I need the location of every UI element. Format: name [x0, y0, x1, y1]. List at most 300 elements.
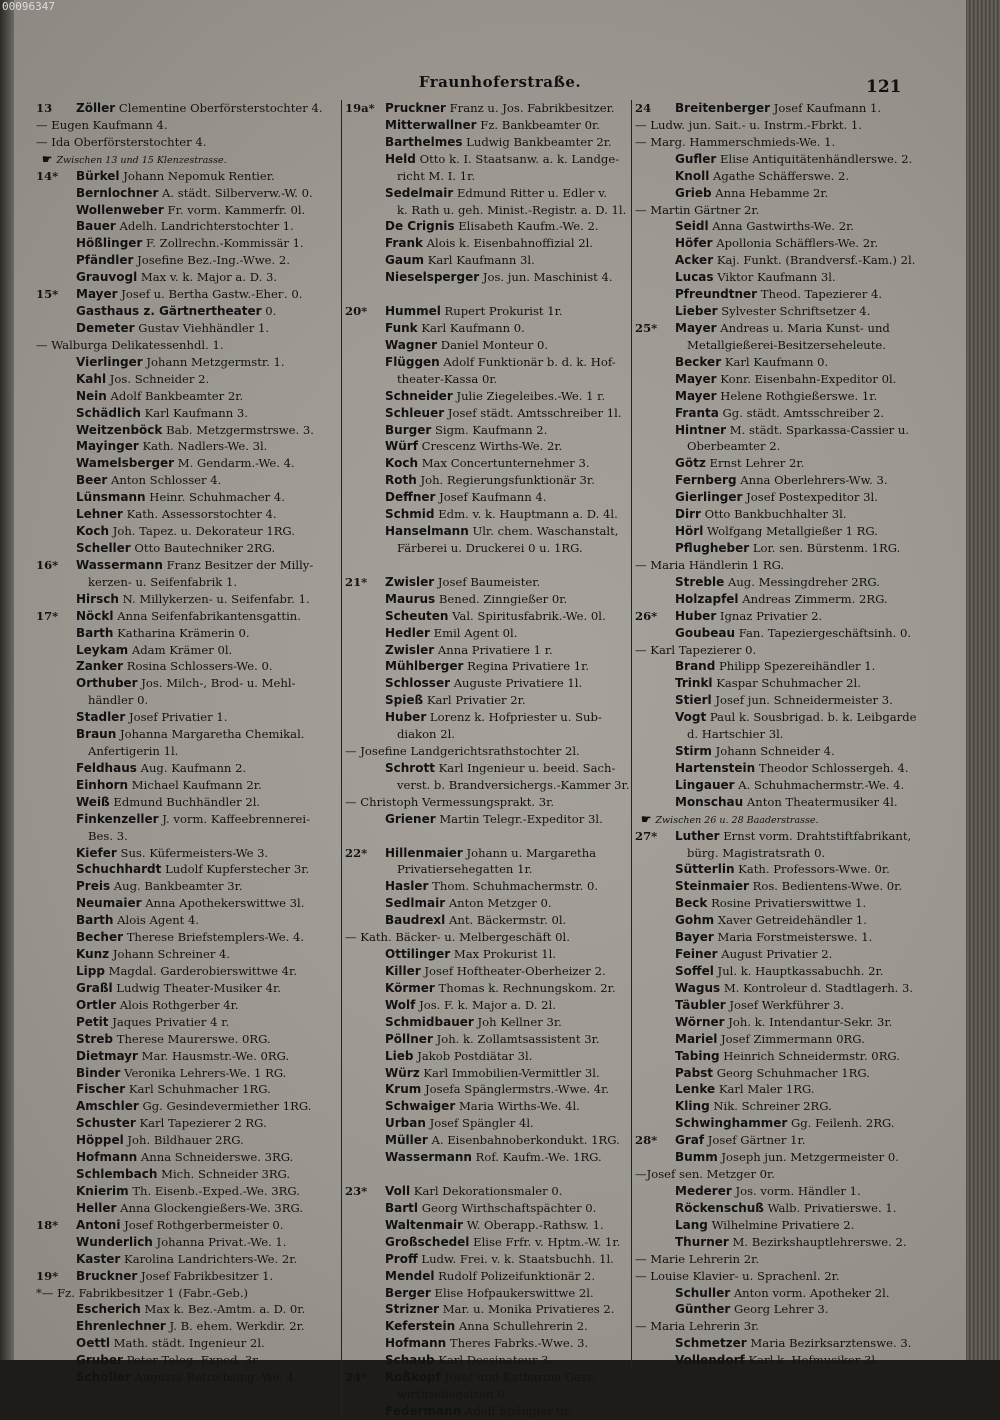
entry-details: — Christoph Vermessungsprakt. 3r.: [345, 794, 555, 809]
page-edge-stack: [966, 0, 1000, 1360]
surname: Schuller: [675, 1285, 731, 1300]
entry-details: Jakob Postdiätar 3l.: [417, 1048, 533, 1063]
entry-details: Augusta Betriebsing.-We. 4.: [134, 1370, 298, 1385]
directory-entry: [36, 202, 334, 219]
surname: Dirr: [675, 507, 701, 522]
directory-entry: [36, 1081, 334, 1098]
surname: Escherich: [76, 1302, 141, 1317]
directory-entry: [36, 929, 334, 946]
surname: Lipp: [76, 964, 105, 979]
surname: Lehner: [76, 507, 123, 522]
directory-entry: [635, 252, 924, 269]
page-number: 121: [866, 77, 902, 97]
entry-details: Adolf Bankbeamter 2r.: [110, 388, 244, 403]
entry-details: Kath. Assessorstochter 4.: [126, 507, 277, 522]
surname: Kahl: [76, 371, 107, 386]
directory-entry: [635, 371, 924, 388]
surname: Höfer: [675, 236, 713, 251]
directory-entry: [635, 489, 924, 506]
directory-entry: [635, 354, 924, 371]
directory-entry: [36, 117, 334, 134]
entry-details: Maria Forstmeisterswe. 1.: [717, 930, 873, 945]
directory-entry: [635, 608, 924, 625]
surname: Holzapfel: [675, 591, 739, 606]
entry-details: — Josefine Landgerichtsrathstochter 2l.: [345, 744, 580, 759]
surname: Mitterwallner: [385, 117, 477, 132]
surname: Lieber: [675, 304, 718, 319]
entry-details: Max Concertunternehmer 3.: [421, 456, 590, 471]
surname: Ehrenlechner: [76, 1319, 166, 1334]
entry-details: richt M. I. 1r.: [397, 168, 476, 183]
entry-details: — Louise Klavier- u. Sprachenl. 2r.: [635, 1268, 840, 1283]
entry-details: Anna Seifenfabrikantensgattin.: [117, 608, 301, 623]
surname: Gufler: [675, 151, 717, 166]
entry-details: Josef Kaufmann 4.: [439, 490, 547, 505]
entry-details: Karl k. Hofmusiker 3l.: [748, 1353, 879, 1368]
entry-details: Fz. Bankbeamter 0r.: [480, 117, 600, 132]
directory-entry: [36, 1285, 334, 1302]
surname: Vollendorf: [675, 1353, 745, 1368]
directory-entry: [36, 675, 334, 692]
entry-details: Oberbeamter 2.: [687, 439, 781, 454]
house-number: 24: [635, 101, 652, 115]
house-number: 14*: [36, 168, 59, 183]
directory-entry: [635, 895, 924, 912]
entry-details: Johann Schneider 4.: [715, 744, 835, 759]
entry-details: — Maria Händlerin 1 RG.: [635, 557, 785, 572]
directory-entry: [635, 1335, 924, 1352]
entry-details: k. Rath u. geh. Minist.-Registr. a. D. 1l.: [397, 202, 627, 217]
directory-entry: [635, 134, 924, 151]
entry-details: Adam Krämer 0l.: [131, 642, 233, 657]
surname: Stadler: [76, 710, 126, 725]
directory-entry: [345, 438, 631, 455]
surname: Streb: [76, 1031, 114, 1046]
surname: Götz: [675, 456, 706, 471]
house-number: 18*: [36, 1217, 59, 1232]
surname: Amschler: [76, 1099, 139, 1114]
surname: Mayer: [675, 371, 717, 386]
directory-entry: [36, 506, 334, 523]
cross-street-note: [36, 151, 334, 168]
entry-details: — Ludw. jun. Sait.- u. Instrm.-Fbrkt. 1.: [635, 117, 862, 132]
entry-details: Fr. vorm. Kammerfr. 0l.: [167, 202, 306, 217]
surname: Barth: [76, 913, 114, 928]
surname: Einhorn: [76, 777, 129, 792]
surname: Hasler: [385, 879, 429, 894]
entry-details: Josef Gärtner 1r.: [707, 1133, 806, 1148]
surname: Graf: [675, 1133, 705, 1148]
surname: Knoll: [675, 168, 710, 183]
entry-details: Peter Teleg.-Exped. 3r.: [126, 1353, 261, 1368]
directory-entry: [635, 963, 924, 980]
entry-details: Val. Spiritusfabrik.-We. 0l.: [452, 608, 606, 623]
entry-continuation: [345, 371, 631, 388]
surname: Bauer: [76, 219, 116, 234]
entry-continuation: [345, 777, 631, 794]
surname: Hirsch: [76, 591, 119, 606]
directory-entry: [36, 591, 334, 608]
entry-details: Rupert Prokurist 1r.: [444, 304, 563, 319]
surname: Mariel: [675, 1031, 718, 1046]
house-number: 23*: [345, 1184, 368, 1198]
directory-entry: [36, 642, 334, 659]
house-number: 22*: [345, 845, 368, 860]
directory-entry: [345, 1048, 631, 1065]
surname: Zöller: [76, 101, 116, 115]
surname: Lenke: [675, 1082, 716, 1097]
surname: Strizner: [385, 1302, 439, 1317]
entry-details: Ludwig Bankbeamter 2r.: [466, 134, 612, 149]
entry-details: W. Oberapp.-Rathsw. 1.: [466, 1217, 604, 1232]
surname: Großschedel: [385, 1234, 470, 1249]
entry-details: Alois Agent 4.: [117, 913, 200, 928]
entry-details: Josef Postexpeditor 3l.: [746, 490, 878, 505]
entry-details: Elise Frfr. v. Hptm.-W. 1r.: [473, 1234, 621, 1249]
entry-details: Johann Schreiner 4.: [112, 947, 231, 962]
entry-details: Jos. F. k. Major a. D. 2l.: [419, 997, 556, 1012]
directory-entry: [345, 878, 631, 895]
directory-entry: [36, 1014, 334, 1031]
directory-entry: [345, 1251, 631, 1268]
house-number: 19*: [36, 1268, 59, 1283]
entry-details: Edm. v. k. Hauptmann a. D. 4l.: [438, 507, 618, 522]
surname: Koch: [385, 456, 418, 471]
entry-details: Johanna Margaretha Chemikal.: [119, 727, 305, 742]
entry-details: Anton Schlosser 4.: [111, 473, 222, 488]
surname: Pabst: [675, 1065, 714, 1080]
directory-entry: [635, 100, 924, 117]
entry-details: Therese Maurerswe. 0RG.: [116, 1031, 271, 1046]
surname: Barth: [76, 625, 114, 640]
entry-details: Anna Hebamme 2r.: [715, 185, 829, 200]
directory-entry: [345, 1183, 631, 1200]
surname: Luther: [675, 828, 720, 843]
entry-details: Andreas u. Maria Kunst- und: [720, 320, 890, 335]
surname: Seidl: [675, 219, 709, 234]
entry-details: Crescenz Wirths-We. 2r.: [421, 439, 563, 454]
surname: Lucas: [675, 270, 714, 285]
surname: Gasthaus z. Gärtnertheater: [76, 304, 262, 319]
block-gap: [345, 557, 631, 574]
entry-details: Josef Hoftheater-Oberheizer 2.: [424, 964, 606, 979]
entry-details: Heinr. Schuhmacher 4.: [149, 490, 285, 505]
surname: Schwinghammer: [675, 1116, 788, 1131]
surname: Maurus: [385, 591, 436, 606]
surname: Wunderlich: [76, 1234, 153, 1249]
entry-details: Ulr. chem. Waschanstalt,: [472, 524, 619, 539]
surname: Nein: [76, 388, 107, 403]
entry-details: Karl Immobilien-Vermittler 3l.: [423, 1065, 600, 1080]
directory-entry: [635, 523, 924, 540]
surname: Schmidbauer: [385, 1014, 474, 1029]
directory-entry: [36, 760, 334, 777]
directory-entry: [36, 1352, 334, 1369]
surname: Berger: [385, 1285, 431, 1300]
entry-details: Joh. Regierungsfunktionär 3r.: [420, 473, 595, 488]
house-number: 17*: [36, 608, 59, 623]
entry-details: Therese Briefstemplers-We. 4.: [126, 930, 305, 945]
surname: Funk: [385, 320, 418, 335]
directory-entry: [635, 1183, 924, 1200]
surname: Weitzenböck: [76, 422, 163, 437]
pointing-hand-icon: ☛: [641, 811, 656, 826]
entry-details: Magdal. Garderobierswittwe 4r.: [108, 964, 298, 979]
directory-entry: [635, 1014, 924, 1031]
surname: Krum: [385, 1082, 422, 1097]
directory-entry: [635, 540, 924, 557]
entry-details: Ignaz Privatier 2.: [719, 608, 823, 623]
surname: Lünsmann: [76, 490, 146, 505]
directory-entry: [635, 1234, 924, 1251]
entry-details: Ros. Bedientens-Wwe. 0r.: [752, 879, 903, 894]
directory-entry: [345, 591, 631, 608]
surname: Thurner: [675, 1234, 729, 1249]
entry-details: händler 0.: [88, 693, 149, 708]
entry-details: Josef städt. Amtsschreiber 1l.: [447, 405, 622, 420]
surname: Flüggen: [385, 354, 440, 369]
surname: Frank: [385, 236, 423, 251]
surname: Grauvogl: [76, 270, 138, 285]
entry-details: Gg. städt. Amtsschreiber 2.: [722, 405, 885, 420]
entry-details: Konr. Eisenbahn-Expeditor 0l.: [720, 371, 897, 386]
surname: Gohm: [675, 913, 715, 928]
surname: Mayer: [675, 388, 717, 403]
surname: Schöller: [76, 1370, 131, 1385]
surname: Zwisler: [385, 642, 435, 657]
directory-entry: [345, 1285, 631, 1302]
surname: Demeter: [76, 320, 135, 335]
entry-details: — Karl Tapezierer 0.: [635, 642, 757, 657]
surname: Täubler: [675, 997, 726, 1012]
directory-entry: [635, 303, 924, 320]
entry-details: Josef u. Bertha Gastw.-Ehег. 0.: [121, 287, 303, 302]
entry-details: Th. Eisenb.-Exped.-We. 3RG.: [132, 1184, 300, 1198]
entry-details: Fan. Tapeziergeschäftsinh. 0.: [738, 625, 912, 640]
surname: Pfändler: [76, 253, 134, 268]
surname: Wörner: [675, 1014, 725, 1029]
entry-details: bürg. Magistratsrath 0.: [687, 845, 826, 860]
entry-details: Karl Dessinateur 3.: [438, 1353, 553, 1368]
entry-details: — Eugen Kaufmann 4.: [36, 117, 168, 132]
entry-details: Philipp Spezereihändler 1.: [718, 659, 876, 674]
surname: Gruber: [76, 1353, 123, 1368]
surname: Steinmaier: [675, 879, 749, 894]
entry-details: Joseph jun. Metzgermeister 0.: [721, 1150, 899, 1165]
directory-entry: [36, 895, 334, 912]
entry-details: Viktor Kaufmann 3l.: [717, 270, 836, 285]
directory-entry: [36, 455, 334, 472]
directory-entry: [345, 388, 631, 405]
surname: Körmer: [385, 980, 435, 995]
entry-details: Regina Privatiere 1r.: [467, 659, 590, 674]
directory-entry: [36, 218, 334, 235]
directory-entry: [635, 218, 924, 235]
directory-entry: [345, 692, 631, 709]
surname: Bayer: [675, 930, 714, 945]
surname: Mayer: [76, 287, 118, 302]
directory-entry: [345, 963, 631, 980]
entry-details: Johann Metzgermstr. 1.: [146, 354, 285, 369]
entry-details: A. städt. Silberverw.-W. 0.: [162, 185, 313, 200]
directory-entry: [345, 1014, 631, 1031]
directory-entry: [36, 303, 334, 320]
surname: Zanker: [76, 659, 124, 674]
entry-details: Mar. Hausmstr.-We. 0RG.: [141, 1048, 290, 1063]
entry-details: Max k. Bez.-Amtm. a. D. 0r.: [144, 1302, 306, 1317]
directory-entry: [635, 861, 924, 878]
entry-details: Gustav Viehhändler 1.: [138, 320, 270, 335]
directory-entry: [36, 625, 334, 642]
entry-continuation: [345, 861, 631, 878]
directory-entry: [635, 912, 924, 929]
surname: Hößlinger: [76, 236, 143, 251]
surname: Oettl: [76, 1336, 110, 1351]
directory-entry: [635, 828, 924, 845]
entry-details: Emil Agent 0l.: [433, 625, 518, 640]
surname: Feiner: [675, 947, 718, 962]
entry-details: Apollonia Schäfflers-We. 2r.: [716, 236, 879, 251]
entry-details: Adolf Funktionär b. d. k. Hof-: [443, 354, 616, 369]
directory-entry: [36, 1369, 334, 1386]
entry-details: Karl Privatier 2r.: [426, 693, 526, 708]
entry-details: Wilhelmine Privatiere 2.: [711, 1217, 855, 1232]
directory-entry: [36, 1335, 334, 1352]
directory-entry: [635, 878, 924, 895]
entry-details: Joh. k. Intendantur-Sekr. 3r.: [728, 1014, 893, 1029]
surname: Waltenmair: [385, 1217, 464, 1232]
surname: Kaster: [76, 1251, 121, 1266]
entry-continuation: [345, 726, 631, 743]
entry-details: Anfertigerin 1l.: [88, 744, 179, 759]
surname: Pfreundtner: [675, 287, 758, 302]
surname: Schneider: [385, 388, 453, 403]
entry-details: Josef Spängler 4l.: [429, 1116, 534, 1131]
directory-entry: [635, 1318, 924, 1335]
entry-details: M. Bezirkshauptlehrerswe. 2.: [732, 1234, 907, 1249]
directory-entry: [635, 1031, 924, 1048]
directory-entry: [36, 286, 334, 303]
block-gap: [345, 828, 631, 845]
directory-entry: [635, 1285, 924, 1302]
entry-details: Josef Privatier 1.: [128, 710, 228, 725]
directory-entry: [36, 1149, 334, 1166]
entry-details: Josef Kaufmann 1.: [773, 101, 882, 115]
entry-details: Kath. Nadlers-We. 3l.: [142, 439, 268, 454]
surname: Würz: [385, 1065, 420, 1080]
directory-entry: [635, 1081, 924, 1098]
entry-continuation: [635, 845, 924, 862]
surname: Sedlmair: [385, 896, 446, 911]
surname: Schleuer: [385, 405, 445, 420]
directory-entry: [635, 202, 924, 219]
entry-details: Ernst Lehrer 2r.: [709, 456, 805, 471]
entry-details: Auguste Privatiere 1l.: [453, 676, 583, 691]
surname: Hillenmaier: [385, 845, 463, 860]
column-3: [631, 100, 924, 1369]
entry-details: Josef jun. Schneidermeister 3.: [715, 693, 893, 708]
directory-entry: [36, 252, 334, 269]
surname: Schmid: [385, 507, 435, 522]
directory-entry: [345, 151, 631, 168]
directory-entry: [345, 1200, 631, 1217]
directory-entry: [345, 1352, 631, 1369]
surname: Griener: [385, 811, 436, 826]
directory-entry: [635, 1048, 924, 1065]
entry-details: *— Fz. Fabrikbesitzer 1 (Fabr.-Geb.): [36, 1285, 249, 1300]
directory-entry: [635, 1115, 924, 1132]
directory-entry: [635, 151, 924, 168]
directory-entry: [36, 354, 334, 371]
surname: Preis: [76, 879, 111, 894]
entry-details: Gg. Feilenh. 2RG.: [791, 1116, 895, 1131]
entry-details: Elise Antiquitätenhändlerswe. 2.: [720, 151, 913, 166]
surname: Breitenberger: [675, 101, 771, 115]
surname: Müller: [385, 1133, 428, 1148]
entry-continuation: [36, 692, 334, 709]
cross-street-text: Zwischen 26 u. 28 Baaderstrasse.: [655, 814, 819, 826]
directory-entry: [36, 1132, 334, 1149]
surname: Hofmann: [385, 1336, 447, 1351]
entry-continuation: [345, 1386, 631, 1403]
surname: Vierlinger: [76, 354, 143, 369]
surname: Kunz: [76, 947, 110, 962]
directory-entry: [635, 168, 924, 185]
directory-entry: [345, 354, 631, 371]
directory-entry: [635, 1251, 924, 1268]
entry-details: Theres Fabrks.-Wwe. 3.: [449, 1336, 589, 1351]
surname: Scheuten: [385, 608, 449, 623]
house-number: 27*: [635, 828, 658, 843]
surname: Wamelsberger: [76, 456, 175, 471]
entry-details: Aug. Messingdreher 2RG.: [727, 574, 880, 589]
entry-details: Jaques Privatier 4 r.: [112, 1014, 230, 1029]
entry-details: Josef und Katharina Gast-: [444, 1370, 596, 1385]
directory-entry: [36, 608, 334, 625]
surname: Sütterlin: [675, 862, 735, 877]
surname: Hummel: [385, 304, 441, 319]
directory-entry: [36, 912, 334, 929]
entry-details: Anna Glockengießers-We. 3RG.: [120, 1200, 304, 1215]
directory-entry: [635, 946, 924, 963]
column-1: [36, 100, 334, 1386]
directory-entry: [345, 895, 631, 912]
house-number: 13: [36, 101, 53, 115]
entry-details: Karl Ingenieur u. beeid. Sach-: [438, 760, 616, 775]
surname: Roth: [385, 473, 417, 488]
surname: Hanselmann: [385, 524, 469, 539]
surname: Bartl: [385, 1200, 419, 1215]
block-gap: [345, 286, 631, 303]
directory-entry: [635, 794, 924, 811]
directory-entry: [36, 371, 334, 388]
entry-details: Anna Gastwirths-We. 2r.: [712, 219, 855, 234]
directory-entry: [345, 625, 631, 642]
entry-details: Anna Schullehrerin 2.: [458, 1319, 588, 1334]
directory-entry: [345, 506, 631, 523]
surname: Bürkel: [76, 168, 120, 183]
directory-entry: [36, 946, 334, 963]
entry-details: Privatiersehegatten 1r.: [397, 862, 533, 877]
surname: Held: [385, 151, 416, 166]
surname: Graßl: [76, 980, 113, 995]
entry-details: Johann Nepomuk Rentier.: [123, 168, 275, 183]
entry-details: kerzen- u. Seifenfabrik 1.: [88, 574, 238, 589]
surname: Burger: [385, 422, 432, 437]
directory-entry: [635, 286, 924, 303]
surname: Vogt: [675, 710, 707, 725]
directory-entry: [36, 794, 334, 811]
